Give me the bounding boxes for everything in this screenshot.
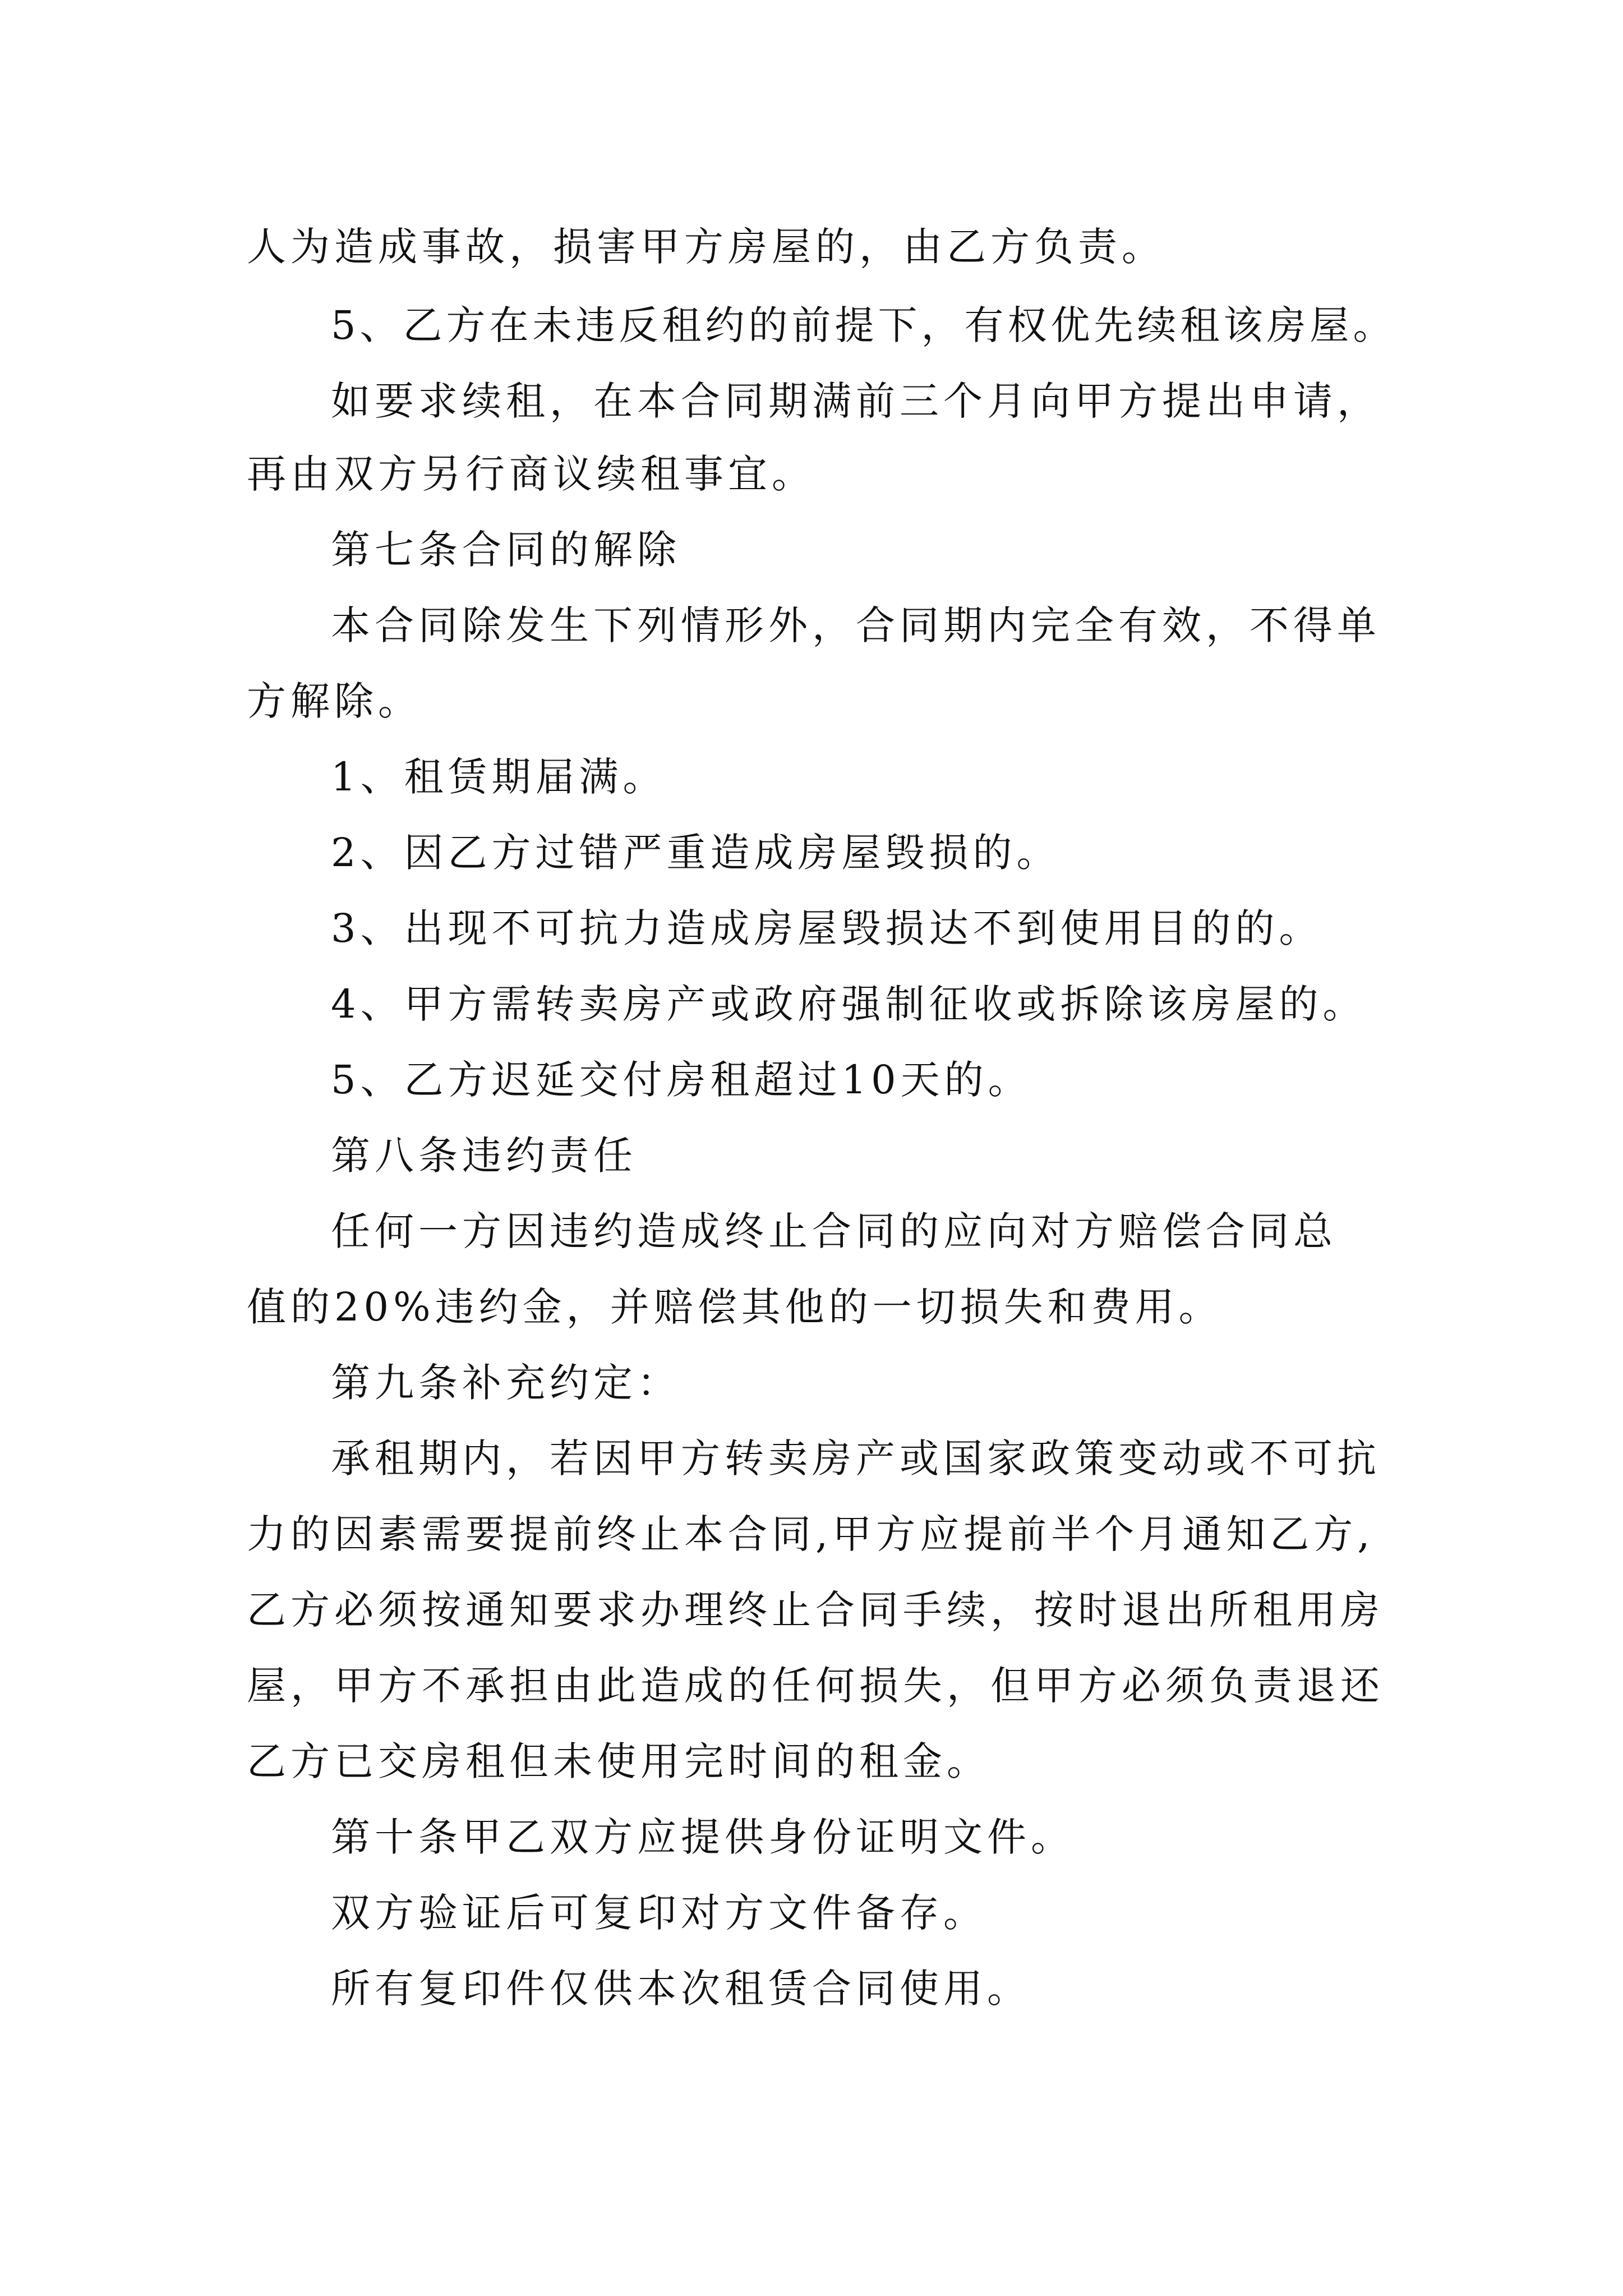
text-line: 方解除。 bbox=[247, 678, 422, 724]
section-heading: 第十条甲乙双方应提供身份证明文件。 bbox=[331, 1814, 1075, 1860]
list-item: 5、乙方迟延交付房租超过10天的。 bbox=[331, 1057, 1032, 1103]
text-line: 值的20%违约金，并赔偿其他的一切损失和费用。 bbox=[247, 1284, 1223, 1330]
list-item: 3、出现不可抗力造成房屋毁损达不到使用目的的。 bbox=[331, 905, 1323, 951]
text-line: 所有复印件仅供本次租赁合同使用。 bbox=[331, 1966, 1031, 2012]
text-line: 力的因素需要提前终止本合同,甲方应提前半个月通知乙方, bbox=[247, 1511, 1375, 1557]
text-line: 如要求续租，在本合同期满前三个月向甲方提出申请， bbox=[331, 378, 1381, 424]
text-line: 人为造成事故，损害甲方房屋的，由乙方负责。 bbox=[247, 224, 1165, 270]
text-line: 承租期内，若因甲方转卖房产或国家政策变动或不可抗 bbox=[331, 1435, 1381, 1481]
section-heading: 第九条补充约定： bbox=[331, 1360, 681, 1406]
text-line: 5、乙方在未违反租约的前提下，有权优先续租该房屋。 bbox=[331, 302, 1396, 348]
text-line: 屋，甲方不承担由此造成的任何损失，但甲方必须负责退还 bbox=[247, 1663, 1384, 1709]
list-item: 2、因乙方过错严重造成房屋毁损的。 bbox=[331, 830, 1061, 876]
section-heading: 第八条违约责任 bbox=[331, 1133, 637, 1179]
text-line: 乙方已交房租但未使用完时间的租金。 bbox=[247, 1738, 990, 1784]
text-line: 乙方必须按通知要求办理终止合同手续，按时退出所租用房 bbox=[247, 1587, 1384, 1633]
text-line: 双方验证后可复印对方文件备存。 bbox=[331, 1890, 987, 1936]
section-heading: 第七条合同的解除 bbox=[331, 527, 681, 573]
text-line: 再由双方另行商议续租事宜。 bbox=[247, 451, 815, 497]
list-item: 1、租赁期届满。 bbox=[331, 754, 667, 800]
text-line: 任何一方因违约造成终止合同的应向对方赔偿合同总 bbox=[331, 1208, 1337, 1254]
list-item: 4、甲方需转卖房产或政府强制征收或拆除该房屋的。 bbox=[331, 981, 1367, 1027]
text-line: 本合同除发生下列情形外，合同期内完全有效，不得单 bbox=[331, 602, 1381, 648]
